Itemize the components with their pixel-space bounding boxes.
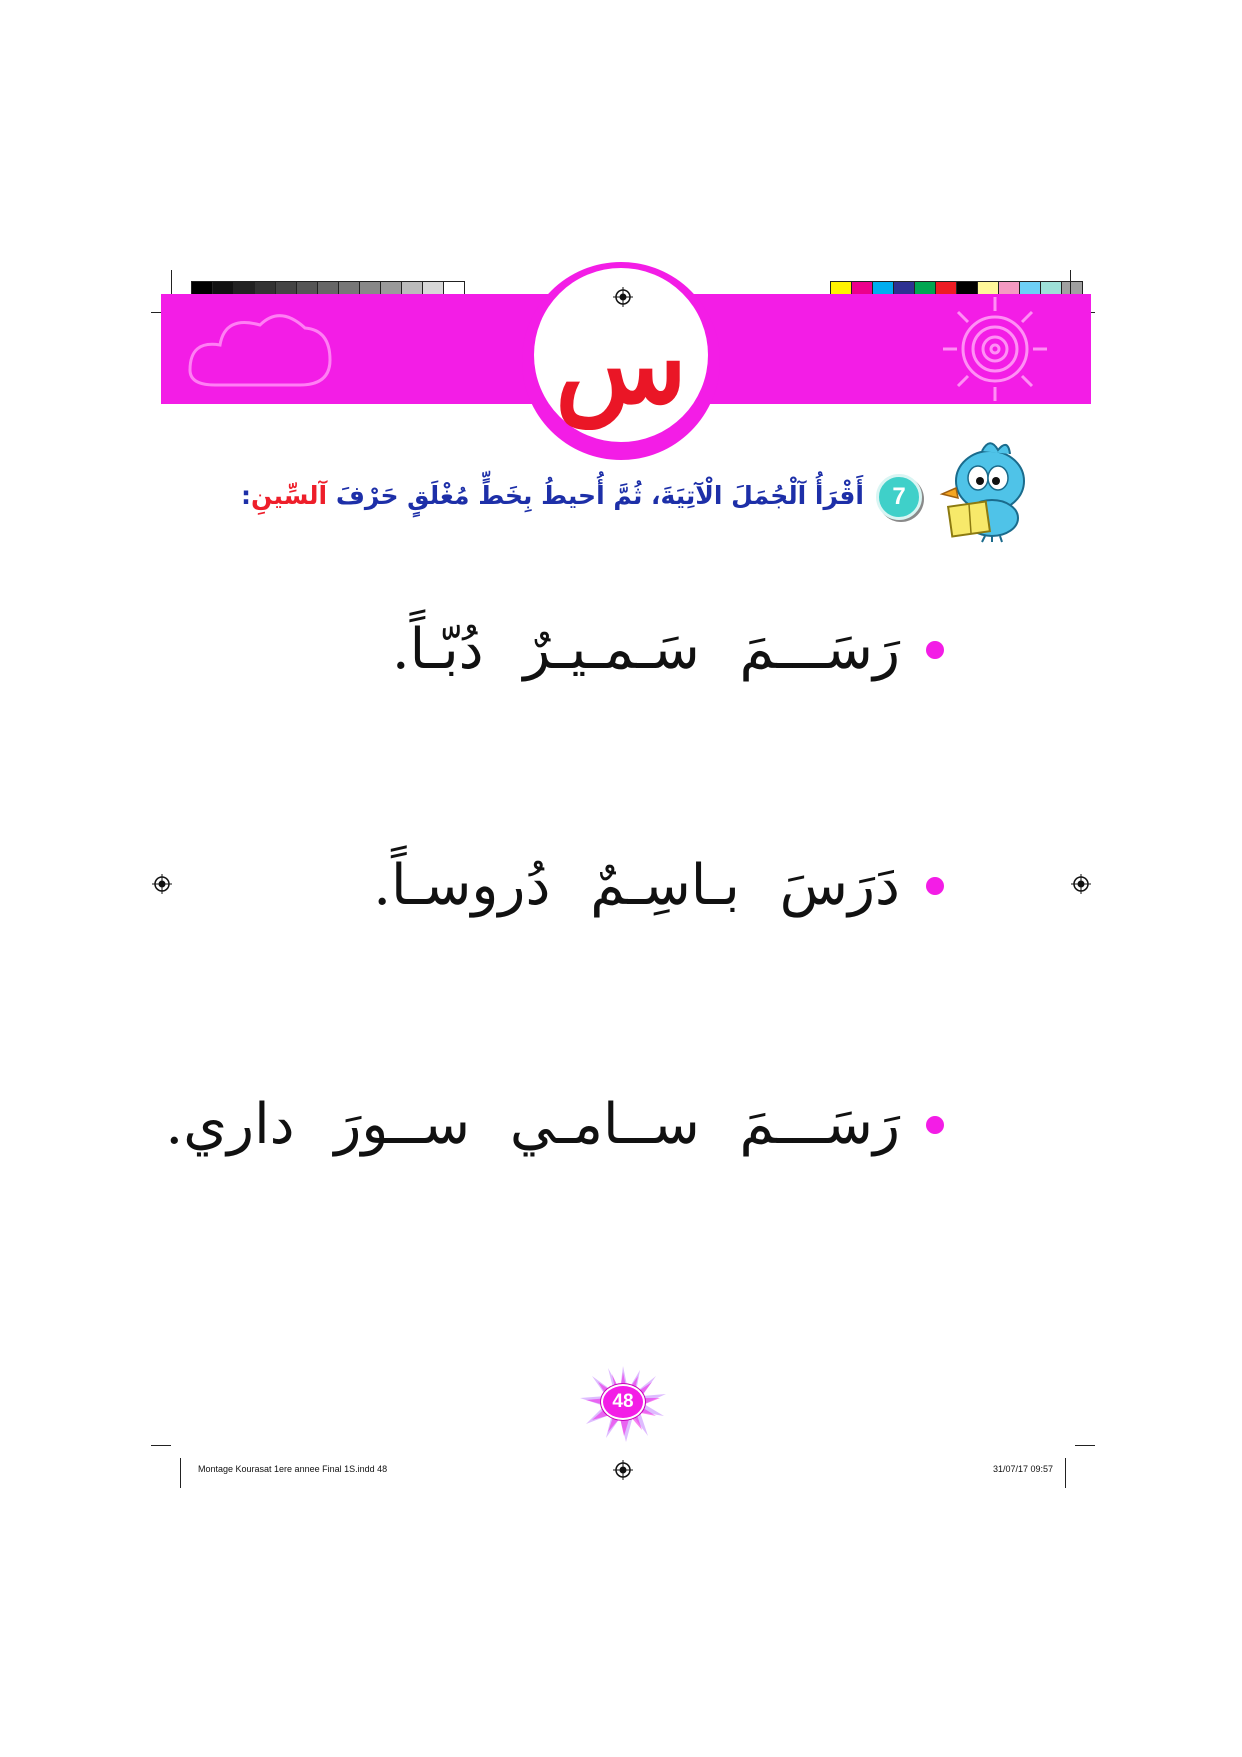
sentence-text: دَرَسَ بـاسِـمٌ دُروسـاً. [373, 853, 900, 918]
page-number: 48 [603, 1386, 643, 1418]
page-number-badge [578, 1364, 668, 1444]
sentence-item [392, 610, 944, 690]
registration-mark-icon [613, 1460, 633, 1480]
bullet-icon [926, 1116, 944, 1134]
sentence-item [165, 1085, 944, 1165]
sentence-text: رَسَـــمَ سَـمـيـرٌ دُبّـاً. [391, 617, 900, 682]
crop-mark [180, 1458, 181, 1488]
instruction-colon: : [241, 481, 252, 510]
slug-timestamp: 31/07/17 09:57 [993, 1464, 1054, 1474]
registration-mark-icon [1071, 874, 1091, 894]
sentence-item [373, 846, 944, 926]
lesson-letter: س [555, 302, 687, 428]
sun-decoration [930, 295, 1060, 403]
slug-file-info: Montage Kourasat 1ere annee Final 1S.indd 48 [198, 1464, 388, 1474]
crop-mark [1075, 1445, 1095, 1446]
bullet-icon [926, 877, 944, 895]
bird-reading-icon [930, 436, 1040, 544]
registration-mark-icon [152, 874, 172, 894]
bullet-icon [926, 641, 944, 659]
exercise-instruction [241, 478, 864, 514]
sentence-text: رَسَـــمَ ســامـي ســورَ داري. [165, 1092, 900, 1157]
crop-mark [151, 1445, 171, 1446]
cloud-decoration [180, 300, 340, 400]
crop-mark [1065, 1458, 1066, 1488]
exercise-number-badge: 7 [876, 474, 922, 520]
instruction-highlight: آلسِّينِ [251, 481, 328, 510]
registration-mark-icon [613, 287, 633, 307]
instruction-text: أَقْرَأُ آلْجُمَلَ الْآتِيَةَ، ثُمَّ أُحيطُ بِخَطٍّ مُغْلَقٍ حَرْفَ [335, 481, 864, 510]
